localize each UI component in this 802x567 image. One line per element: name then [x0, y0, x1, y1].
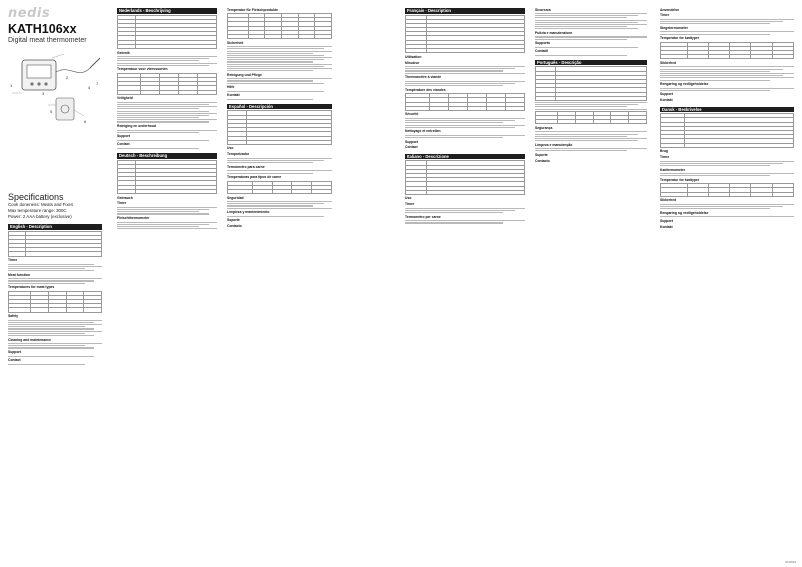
heading-safety: Sécurité: [405, 112, 419, 117]
description-table: [117, 160, 217, 195]
heading-contact: Kontakt: [660, 98, 673, 103]
heading-contact: Kontakt: [660, 224, 673, 229]
heading-contact: Contact: [8, 358, 21, 363]
heading-cleaning: Rengøring og vedligeholdelse: [660, 210, 709, 215]
temperature-table: [227, 181, 332, 195]
heading-support: Support: [405, 139, 418, 144]
description-table: [8, 231, 102, 257]
heading-timer: Timer: [660, 155, 670, 160]
heading-cleaning: Nettoyage et entretien: [405, 129, 441, 134]
heading-meat-thermometer: Stegetermometer: [660, 25, 688, 30]
temperature-table: [660, 183, 794, 197]
english-column: [8, 222, 102, 366]
callout-label: 2: [66, 76, 69, 80]
heading-temperatures: Temperatur for kødtyper: [660, 177, 700, 182]
heading-timer: Timer: [405, 202, 415, 207]
callout-label: 6: [84, 120, 87, 124]
italian-portuguese-column: [535, 6, 647, 163]
heading-timer: Minuteur: [405, 60, 420, 65]
description-table: [660, 113, 794, 148]
heading-cleaning: Limpeza e manutenção: [535, 142, 573, 147]
heading-cleaning: Pulizia e manutenzione: [535, 30, 573, 35]
heading-temperatures: Temperaturas para tipos de carne: [227, 175, 282, 180]
heading-support: Hilfe: [227, 85, 235, 90]
specifications-block: [8, 192, 103, 220]
heading-usage: Gebruik: [117, 50, 130, 55]
heading-cleaning: Limpieza y mantenimiento: [227, 210, 270, 215]
heading-contact: Contact: [117, 142, 130, 147]
temperature-table: [405, 93, 525, 111]
heading-timer: Timer: [660, 13, 670, 18]
heading-meat-thermometer: Fleischthermometer: [117, 216, 150, 221]
heading-usage: Gebrauch: [117, 195, 133, 200]
heading-safety: Sikkerhed: [660, 198, 677, 203]
heading-meat-thermometer: Kødtermometer: [660, 167, 686, 172]
section-bar-french: Français - Description: [405, 8, 525, 14]
heading-support: Supporto: [535, 41, 551, 46]
heading-cleaning: Reiniging en onderhoud: [117, 124, 156, 129]
heading-cleaning: Rengøring og vedligeholdelse: [660, 82, 709, 87]
cover-column: [8, 6, 103, 220]
dutch-german-column: [117, 6, 217, 230]
heading-support: Soporte: [227, 218, 240, 223]
heading-support: Support: [8, 350, 21, 355]
heading-usage: Uso: [405, 196, 412, 201]
spec-item: Max temperature range: 300C: [8, 208, 67, 213]
callout-label: 4: [88, 86, 91, 90]
heading-usage: Utilisation: [405, 54, 422, 59]
temperature-table: [535, 111, 647, 125]
description-table: [117, 15, 217, 50]
heading-contact: Contacto: [227, 224, 242, 229]
french-italian-column: [405, 6, 525, 225]
temperature-table: [117, 73, 217, 95]
brand-logo: nedis: [8, 6, 51, 21]
heading-meat-function: Meat function: [8, 272, 31, 277]
spec-item: Power: 2 AAA battery (exclusive): [8, 214, 72, 219]
callout-label: 1: [10, 84, 13, 88]
heading-temperatures: Temperatur for kødtyper: [660, 36, 700, 41]
heading-safety: Safety: [8, 314, 19, 319]
heading-meat-thermometer: Thermomètre à viande: [405, 75, 442, 80]
heading-safety: Seguridad: [227, 195, 244, 200]
heading-cleaning: Cleaning and maintenance: [8, 337, 51, 342]
heading-safety: Segurança: [535, 125, 553, 130]
heading-meat-thermometer: Termómetro para carne: [227, 164, 265, 169]
heading-safety: Sicherheit: [227, 40, 244, 45]
callout-label: 3: [42, 92, 45, 96]
heading-temperatures: Temperatuur voor vleessoorten: [117, 67, 168, 72]
heading-contact: Contact: [405, 145, 418, 150]
heading-temperatures: Temperatures for meat types: [8, 285, 55, 290]
description-table: [405, 160, 525, 195]
spec-item: Cook doneness: Meats and Fixes: [8, 202, 74, 207]
heading-usage: Brug: [660, 149, 668, 154]
description-table: [405, 15, 525, 54]
temperature-table: [660, 42, 794, 60]
heading-temperatures: Température des viandes: [405, 87, 446, 92]
heading-support: Suporte: [535, 152, 548, 157]
section-bar-portuguese: Português - Descrição: [535, 60, 647, 66]
temperature-table: [227, 13, 332, 39]
heading-timer: Temporizador: [227, 152, 250, 157]
heading-contact: Kontakt: [227, 93, 240, 98]
heading-safety: Sicurezza: [535, 7, 551, 12]
heading-timer: Timer: [117, 201, 127, 206]
heading-cleaning: Reinigung und Pflege: [227, 72, 262, 77]
heading-usage: Uso: [227, 146, 234, 151]
product-subtitle: Digital meat thermometer: [8, 37, 87, 44]
heading-contact: Contacto: [535, 158, 550, 163]
heading-timer: Timer: [8, 258, 18, 263]
heading-support: Support: [660, 92, 673, 97]
heading-support: Support: [117, 134, 130, 139]
scandinavian-column: [660, 6, 794, 229]
heading-support: Support: [660, 218, 673, 223]
german-spanish-column: [227, 6, 332, 229]
section-bar-italian: Italiano - Descrizione: [405, 154, 525, 160]
heading-usage: Anvendelse: [660, 7, 680, 12]
section-bar-spanish: Español - Descripción: [227, 104, 332, 110]
heading-contact: Contatti: [535, 49, 548, 54]
description-table: [535, 66, 647, 101]
callout-label: 5: [50, 110, 53, 114]
specifications-heading: Specifications: [8, 192, 64, 202]
section-bar-dutch: Nederlands - Beschrijving: [117, 8, 217, 14]
heading-safety: Sikkerhed: [660, 60, 677, 65]
description-table: [227, 110, 332, 145]
section-bar-english: English - Description: [8, 224, 102, 230]
callout-label: 7: [96, 82, 99, 86]
heading-temperatures: Temperatur für Fleischprodukte: [227, 7, 278, 12]
document-code: 07/2019: [785, 560, 796, 564]
heading-meat-thermometer: Termometro per carne: [405, 214, 441, 219]
heading-safety: Veiligheid: [117, 96, 133, 101]
model-number: KATH106xx: [8, 22, 77, 36]
section-bar-german: Deutsch - Beschreibung: [117, 153, 217, 159]
section-bar-danish: Dansk - Beskrivelse: [660, 107, 794, 113]
temperature-table: [8, 291, 102, 313]
